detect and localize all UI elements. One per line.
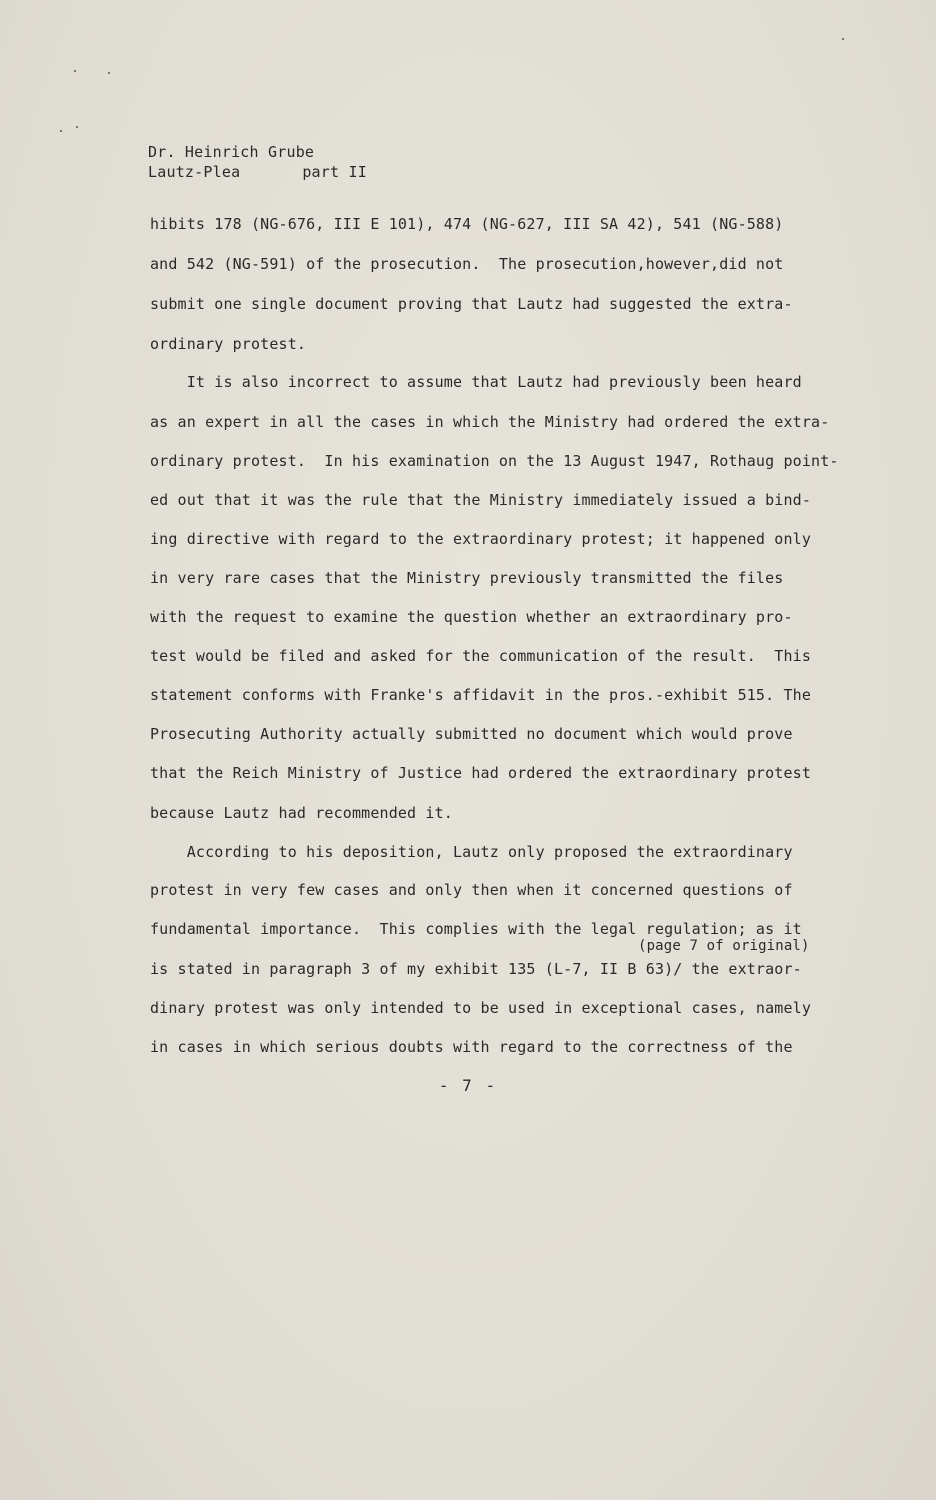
paper-speck — [60, 130, 62, 132]
part-label: part II — [302, 163, 367, 181]
text-line: It is also incorrect to assume that Lautz had previously been heard — [150, 373, 802, 391]
paper-speck — [108, 72, 110, 74]
text-line: ing directive with regard to the extraordinary protest; it happened only — [150, 530, 812, 548]
text-line: in very rare cases that the Ministry previously transmitted the files — [150, 569, 784, 587]
text-line: submit one single document proving that Lautz had suggested the extra- — [150, 295, 793, 313]
text-line: because Lautz had recommended it. — [150, 804, 453, 822]
text-line: fundamental importance. This complies with the legal regulation; as it — [150, 920, 802, 938]
paper-speck — [76, 126, 78, 128]
paper-speck — [74, 70, 76, 72]
text-line: test would be filed and asked for the communication of the result. This — [150, 647, 812, 665]
text-line: ordinary protest. In his examination on the 13 August 1947, Rothaug point- — [150, 452, 839, 470]
text-line: in cases in which serious doubts with regard to the correctness of the — [150, 1038, 793, 1056]
text-line: statement conforms with Franke's affidavit in the pros.-exhibit 515. The — [150, 686, 812, 704]
text-line: dinary protest was only intended to be used in exceptional cases, namely — [150, 999, 812, 1017]
page-number: - 7 - — [438, 1076, 498, 1095]
text-line: as an expert in all the cases in which the Ministry had ordered the extra- — [150, 413, 830, 431]
insertion-note: (page 7 of original) — [638, 938, 810, 954]
author-name: Dr. Heinrich Grube — [148, 143, 315, 161]
text-line: protest in very few cases and only then when it concerned questions of — [150, 881, 793, 899]
text-line: and 542 (NG-591) of the prosecution. The prosecution,however,did not — [150, 255, 784, 273]
document-header — [148, 142, 367, 182]
text-line: According to his deposition, Lautz only proposed the extraordinary — [150, 843, 793, 861]
text-line: is stated in paragraph 3 of my exhibit 135 (L-7, II B 63)/ the extraor- — [150, 960, 802, 978]
text-line: with the request to examine the question whether an extraordinary pro- — [150, 608, 793, 626]
plea-title: Lautz-Plea — [148, 163, 241, 181]
text-line: Prosecuting Authority actually submitted no document which would prove — [150, 725, 793, 743]
text-line: ed out that it was the rule that the Ministry immediately issued a bind- — [150, 491, 812, 509]
paper-speck — [842, 38, 844, 40]
text-line: that the Reich Ministry of Justice had ordered the extraordinary protest — [150, 764, 812, 782]
header-title-line — [148, 162, 367, 182]
text-line: ordinary protest. — [150, 335, 307, 353]
text-line: hibits 178 (NG-676, III E 101), 474 (NG-627, III SA 42), 541 (NG-588) — [150, 215, 784, 233]
